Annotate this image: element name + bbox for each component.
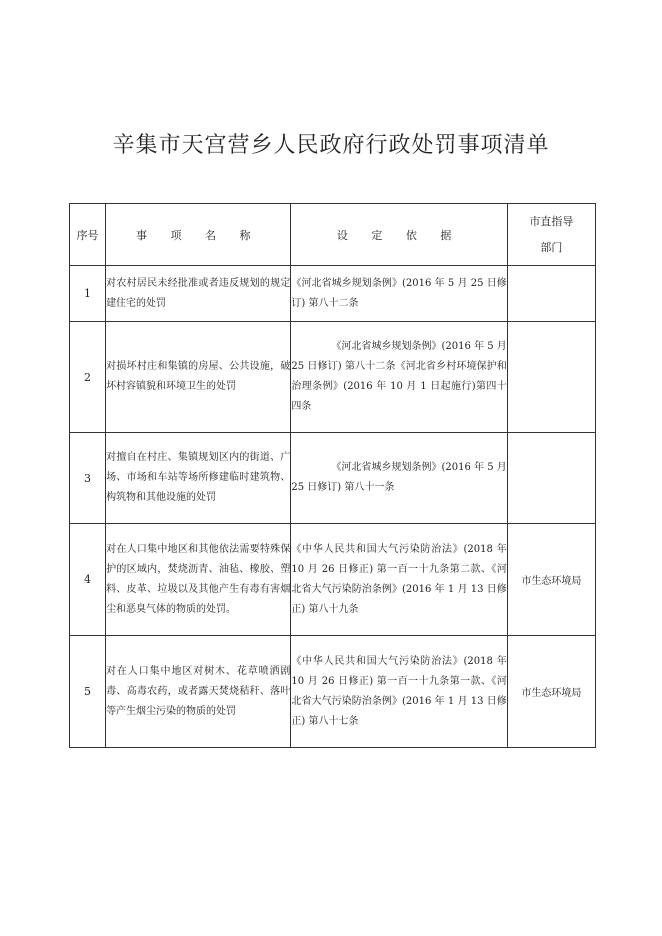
row-basis: 《中华人民共和国大气污染防治法》(2018 年 10 月 26 日修正) 第一百一十九条第二款、《河北省大气污染防治条例》(2016 年 1 月 13 日修正) 第八十九条 — [291, 524, 507, 636]
page-title: 辛集市天宫营乡人民政府行政处罚事项清单 — [112, 133, 550, 158]
table-row — [70, 266, 596, 322]
table-row — [70, 524, 596, 636]
row-item: 对损坏村庄和集镇的房屋、公共设施，破坏村容镇貌和环境卫生的处罚 — [106, 322, 291, 433]
row-no: 2 — [70, 322, 106, 433]
row-dept: 市生态环境局 — [507, 636, 595, 748]
row-item: 对擅自在村庄、集镇规划区内的街道、广场、市场和车站等场所修建临时建筑物、构筑物和其他设施的处罚 — [106, 433, 291, 524]
header-dept-line2: 部门 — [540, 240, 563, 254]
header-basis: 设 定 依 据 — [291, 204, 507, 266]
header-dept — [507, 204, 595, 266]
row-dept — [507, 322, 595, 433]
row-no: 4 — [70, 524, 106, 636]
penalty-items-table — [69, 203, 596, 748]
row-basis: 《河北省城乡规划条例》(2016 年 5 月 25 日修订) 第八十二条 — [291, 266, 507, 322]
header-item: 事 项 名 称 — [106, 204, 291, 266]
row-basis: 《河北省城乡规划条例》(2016 年 5 月 25 日修订) 第八十一条 — [291, 433, 507, 524]
table-row — [70, 322, 596, 433]
row-item: 对在人口集中地区对树木、花草喷洒剧毒、高毒农药，或者露天焚烧秸秆、落叶等产生烟尘污染的物质的处罚 — [106, 636, 291, 748]
row-item: 对在人口集中地区和其他依法需要特殊保护的区域内，焚烧沥青、油毡、橡胶、塑料、皮革、垃圾以及其他产生有毒有害烟尘和恶臭气体的物质的处罚。 — [106, 524, 291, 636]
row-dept — [507, 266, 595, 322]
header-no: 序号 — [70, 204, 106, 266]
row-item: 对农村居民未经批准或者违反规划的规定建住宅的处罚 — [106, 266, 291, 322]
row-no: 5 — [70, 636, 106, 748]
table-row — [70, 433, 596, 524]
header-dept-line1: 市直指导 — [529, 214, 574, 228]
row-no: 3 — [70, 433, 106, 524]
row-basis: 《河北省城乡规划条例》(2016 年 5 月 25 日修订) 第八十二条《河北省乡村环境保护和治理条例》(2016 年 10 月 1 日起施行)第四十四条 — [291, 322, 507, 433]
row-basis: 《中华人民共和国大气污染防治法》(2018 年 10 月 26 日修正) 第一百一十九条第一款、《河北省大气污染防治条例》(2016 年 1 月 13 日修正) 第八十七条 — [291, 636, 507, 748]
table-row — [70, 636, 596, 748]
row-no: 1 — [70, 266, 106, 322]
row-dept — [507, 433, 595, 524]
table-header-row — [70, 204, 596, 266]
row-dept: 市生态环境局 — [507, 524, 595, 636]
